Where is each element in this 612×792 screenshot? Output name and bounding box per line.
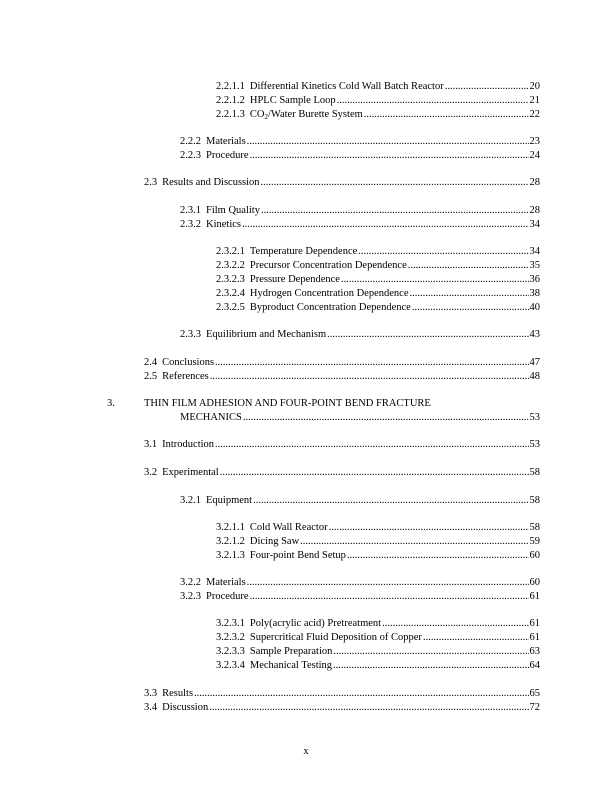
dot-leader bbox=[409, 287, 528, 301]
toc-title: Pressure Dependence bbox=[249, 274, 340, 285]
toc-entry bbox=[144, 370, 540, 384]
toc-entry bbox=[216, 259, 540, 273]
toc-entry bbox=[144, 687, 540, 701]
toc-title: HPLC Sample Loop bbox=[249, 95, 336, 106]
toc-title: Conclusions bbox=[162, 357, 215, 368]
toc-entry bbox=[216, 245, 540, 259]
toc-entry bbox=[180, 135, 540, 149]
dot-leader bbox=[358, 245, 528, 259]
toc-title: Introduction bbox=[162, 439, 215, 450]
toc-entry bbox=[144, 176, 540, 190]
toc-title: Temperature Dependence bbox=[249, 246, 358, 257]
toc-entry bbox=[180, 218, 540, 232]
toc-title: Procedure bbox=[206, 150, 249, 161]
toc-page-number: 34 bbox=[529, 246, 540, 257]
toc-page-number: 43 bbox=[529, 329, 540, 340]
toc-page-number: 34 bbox=[529, 219, 540, 230]
toc-title: Results bbox=[162, 688, 194, 699]
toc-title: Kinetics bbox=[206, 219, 241, 230]
toc-number: 2.2.1.3 bbox=[216, 109, 245, 120]
toc-entry bbox=[216, 549, 540, 563]
toc-title: Materials bbox=[206, 136, 246, 147]
toc-number: 3.2.3.3 bbox=[216, 646, 245, 657]
dot-leader bbox=[250, 590, 529, 604]
dot-leader bbox=[364, 108, 529, 122]
dot-leader bbox=[327, 328, 528, 342]
toc-page-number: 58 bbox=[529, 495, 540, 506]
toc-title-subscript: 2 bbox=[264, 113, 268, 121]
dot-leader bbox=[300, 535, 528, 549]
toc-number: 3.2.3 bbox=[180, 591, 201, 602]
toc-page-number: 64 bbox=[529, 660, 540, 671]
dot-leader bbox=[215, 438, 528, 452]
toc-entry bbox=[216, 287, 540, 301]
toc-page-number: 47 bbox=[529, 357, 540, 368]
toc-page-number: 61 bbox=[529, 591, 540, 602]
dot-leader bbox=[261, 204, 529, 218]
toc-number: 3.2.2 bbox=[180, 577, 201, 588]
toc-entry bbox=[216, 80, 540, 94]
toc-entry bbox=[216, 631, 540, 645]
toc-entry bbox=[216, 108, 540, 122]
toc-number: 2.3.2 bbox=[180, 219, 201, 230]
toc-page-number: 59 bbox=[529, 536, 540, 547]
toc-title: Mechanical Testing bbox=[249, 660, 333, 671]
dot-leader bbox=[382, 617, 528, 631]
toc-number: 2.3.2.5 bbox=[216, 302, 245, 313]
toc-page-number: 21 bbox=[529, 95, 540, 106]
toc-entry bbox=[180, 590, 540, 604]
toc-title-rest: /Water Burette System bbox=[267, 109, 363, 120]
toc-page-number: 58 bbox=[529, 467, 540, 478]
toc-number: 2.3.2.3 bbox=[216, 274, 245, 285]
toc-number: 2.3.3 bbox=[180, 329, 201, 340]
toc-entry bbox=[180, 328, 540, 342]
toc-page-number: 20 bbox=[529, 81, 540, 92]
toc-page-number: 65 bbox=[529, 688, 540, 699]
toc-page-number: 24 bbox=[529, 150, 540, 161]
toc-number: 2.3.1 bbox=[180, 205, 201, 216]
toc-number: 2.3 bbox=[144, 177, 158, 188]
page-number-footer: x bbox=[303, 746, 309, 757]
toc-entry bbox=[144, 438, 540, 452]
chapter-title: THIN FILM ADHESION AND FOUR-POINT BEND FRACTURE bbox=[144, 398, 431, 409]
toc-number: 3.2.3.4 bbox=[216, 660, 245, 671]
toc-page-number: 53 bbox=[529, 439, 540, 450]
toc-title: Materials bbox=[206, 577, 246, 588]
dot-leader bbox=[250, 149, 529, 163]
toc-title bbox=[250, 108, 363, 122]
dot-leader bbox=[220, 466, 529, 480]
toc-entry bbox=[180, 204, 540, 218]
toc-entry bbox=[216, 535, 540, 549]
toc-page-number: 35 bbox=[529, 260, 540, 271]
toc-page-number: 48 bbox=[529, 371, 540, 382]
toc-number: 2.2.1.2 bbox=[216, 95, 245, 106]
toc-number: 2.3.2.2 bbox=[216, 260, 245, 271]
dot-leader bbox=[337, 94, 529, 108]
toc-number: 3.2.1.2 bbox=[216, 536, 245, 547]
dot-leader bbox=[194, 687, 528, 701]
toc-page-number: 40 bbox=[529, 302, 540, 313]
toc-page-number: 61 bbox=[529, 618, 540, 629]
toc-title: Precursor Concentration Dependence bbox=[249, 260, 407, 271]
toc-entry bbox=[216, 659, 540, 673]
toc-title: Cold Wall Reactor bbox=[249, 522, 328, 533]
toc-page-number: 63 bbox=[529, 646, 540, 657]
chapter-number: 3. bbox=[107, 398, 115, 409]
toc-page-number: 72 bbox=[529, 702, 540, 713]
toc-title: Results and Discussion bbox=[162, 177, 260, 188]
toc-entry bbox=[216, 617, 540, 631]
toc-number: 2.3.2.4 bbox=[216, 288, 245, 299]
toc-title: Hydrogen Concentration Dependence bbox=[249, 288, 409, 299]
dot-leader bbox=[210, 370, 529, 384]
toc-title: Equipment bbox=[206, 495, 253, 506]
chapter-title-continued: MECHANICS bbox=[180, 412, 242, 423]
toc-number: 2.4 bbox=[144, 357, 158, 368]
dot-leader bbox=[242, 218, 529, 232]
toc-number: 2.5 bbox=[144, 371, 158, 382]
toc-page-number: 58 bbox=[529, 522, 540, 533]
toc-number: 2.2.3 bbox=[180, 150, 201, 161]
dot-leader bbox=[261, 176, 529, 190]
dot-leader bbox=[329, 521, 529, 535]
toc-entry bbox=[180, 149, 540, 163]
toc-number: 3.2.1 bbox=[180, 495, 201, 506]
toc-number: 3.2.3.1 bbox=[216, 618, 245, 629]
toc-page-number: 28 bbox=[529, 177, 540, 188]
dot-leader bbox=[209, 701, 528, 715]
dot-leader bbox=[247, 576, 529, 590]
toc-title: Poly(acrylic acid) Pretreatment bbox=[249, 618, 382, 629]
dot-leader bbox=[247, 135, 529, 149]
toc-page-number: 60 bbox=[529, 577, 540, 588]
toc-title: Sample Preparation bbox=[249, 646, 333, 657]
toc-entry bbox=[180, 494, 540, 508]
toc-entry-chapter bbox=[180, 411, 540, 425]
toc-number: 3.2 bbox=[144, 467, 158, 478]
toc-number: 2.2.1.1 bbox=[216, 81, 245, 92]
dot-leader bbox=[333, 659, 528, 673]
toc-page-number: 61 bbox=[529, 632, 540, 643]
toc-number: 3.3 bbox=[144, 688, 158, 699]
toc-title: Byproduct Concentration Dependence bbox=[249, 302, 411, 313]
toc-title: Film Quality bbox=[206, 205, 260, 216]
toc-title: Four-point Bend Setup bbox=[249, 550, 346, 561]
toc-number: 3.2.1.3 bbox=[216, 550, 245, 561]
toc-page-number: 36 bbox=[529, 274, 540, 285]
dot-leader bbox=[412, 301, 529, 315]
toc-entry bbox=[144, 701, 540, 715]
toc-number: 3.4 bbox=[144, 702, 158, 713]
toc-page-number: 53 bbox=[529, 412, 540, 423]
toc-entry bbox=[216, 94, 540, 108]
toc-title: Dicing Saw bbox=[249, 536, 300, 547]
toc-page-number: 28 bbox=[529, 205, 540, 216]
dot-leader bbox=[445, 80, 529, 94]
toc-entry bbox=[144, 466, 540, 480]
toc-title-chem: CO bbox=[249, 109, 265, 120]
toc-page-number: 38 bbox=[529, 288, 540, 299]
toc-entry bbox=[216, 273, 540, 287]
toc-number: 3.1 bbox=[144, 439, 158, 450]
toc-number: 3.2.1.1 bbox=[216, 522, 245, 533]
toc-title: Discussion bbox=[162, 702, 209, 713]
toc-title: Experimental bbox=[162, 467, 219, 478]
toc-entry bbox=[144, 356, 540, 370]
toc-title: Equilibrium and Mechanism bbox=[206, 329, 327, 340]
toc-entry bbox=[216, 645, 540, 659]
toc-number: 3.2.3.2 bbox=[216, 632, 245, 643]
dot-leader bbox=[333, 645, 528, 659]
dot-leader bbox=[243, 411, 529, 425]
dot-leader bbox=[423, 631, 529, 645]
toc-page-number: 23 bbox=[529, 136, 540, 147]
dot-leader bbox=[341, 273, 529, 287]
dot-leader bbox=[253, 494, 528, 508]
dot-leader bbox=[215, 356, 528, 370]
dot-leader bbox=[347, 549, 529, 563]
toc-title: Procedure bbox=[206, 591, 249, 602]
toc-entry bbox=[216, 301, 540, 315]
toc-entry bbox=[216, 521, 540, 535]
toc-entry bbox=[180, 576, 540, 590]
toc-title: Supercritical Fluid Deposition of Copper bbox=[249, 632, 422, 643]
toc-page-number: 22 bbox=[529, 109, 540, 120]
dot-leader bbox=[408, 259, 529, 273]
toc-title: Differential Kinetics Cold Wall Batch Reactor bbox=[249, 81, 444, 92]
toc-page-number: 60 bbox=[529, 550, 540, 561]
toc-number: 2.3.2.1 bbox=[216, 246, 245, 257]
toc-title: References bbox=[162, 371, 209, 382]
toc-number: 2.2.2 bbox=[180, 136, 201, 147]
